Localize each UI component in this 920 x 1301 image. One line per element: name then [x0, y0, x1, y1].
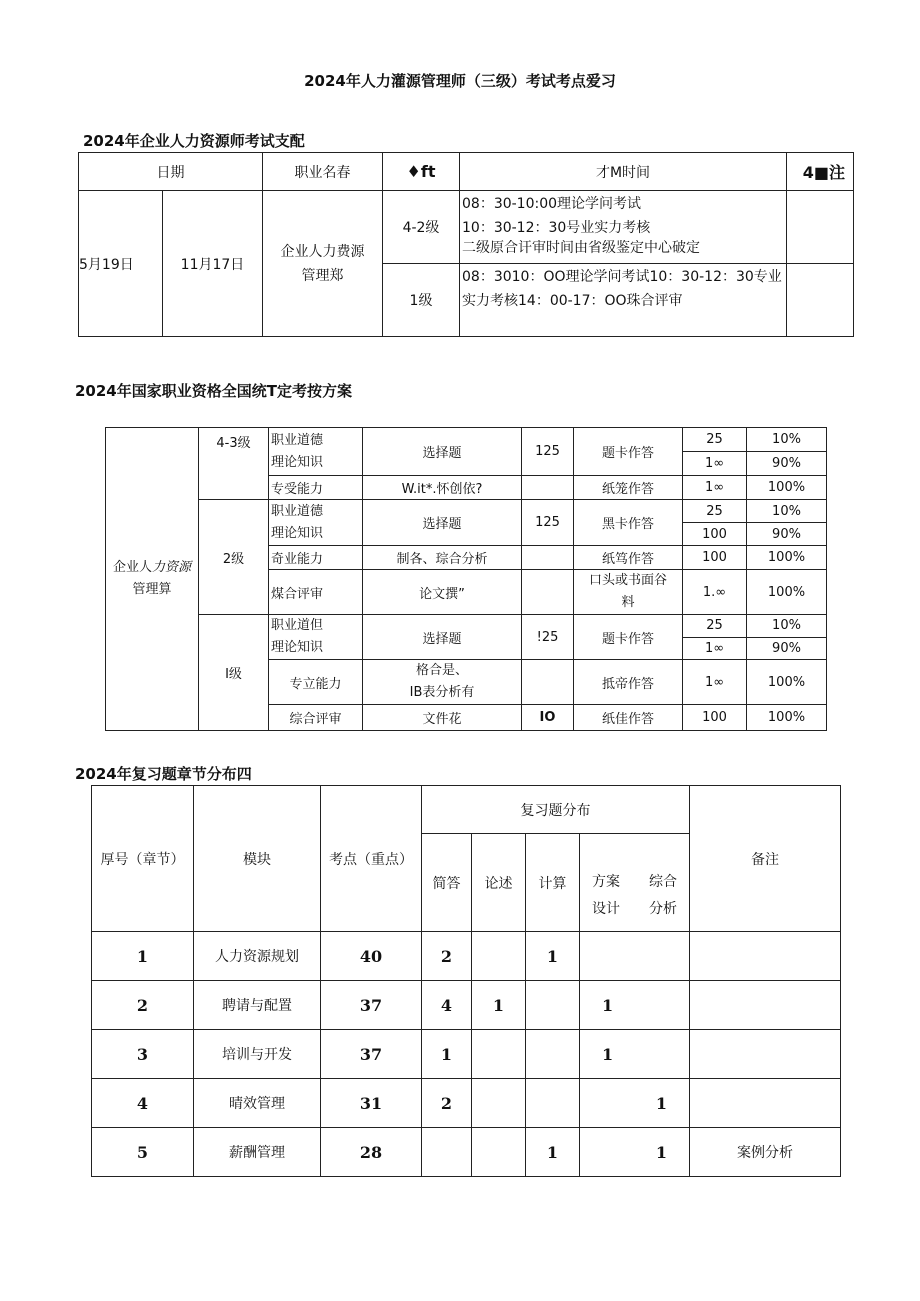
- subject-skill: 专立能力: [269, 660, 363, 705]
- profession-cell: [263, 191, 383, 337]
- row-module: 晴效管理: [194, 1079, 321, 1128]
- row-module: 培训与开发: [194, 1030, 321, 1079]
- weight: 100%: [747, 476, 827, 500]
- row-essay: [472, 932, 526, 981]
- row-design: 1: [602, 995, 614, 1015]
- score: 1∞: [683, 637, 747, 660]
- exam-date-may: 5月19日: [79, 191, 163, 337]
- subject-ethics: 职业道德: [271, 432, 324, 448]
- answer-mode: 题卡作答: [574, 428, 683, 476]
- answer-mode-line: 口头或书面谷: [588, 573, 667, 588]
- row-no: 3: [92, 1030, 194, 1079]
- exam-date-nov: 11月17日: [163, 191, 263, 337]
- row-essay: [472, 1128, 526, 1177]
- score: 25: [683, 428, 747, 452]
- row-short: 2: [422, 932, 472, 981]
- weight: 90%: [747, 637, 827, 660]
- row-short: [422, 1128, 472, 1177]
- profession-line1: 企业人力费源: [280, 243, 365, 260]
- time-line: 08：3010：OO理论学问考试10：30-12：30专业: [462, 269, 782, 285]
- question-count: [522, 660, 574, 705]
- row-short: 2: [422, 1079, 472, 1128]
- row-design-comp: [580, 1030, 690, 1079]
- score: 100: [683, 546, 747, 570]
- row-design: 1: [602, 1044, 614, 1064]
- row-module: 人力资源规划: [194, 932, 321, 981]
- header-profession: 职业名春: [263, 153, 383, 191]
- row-short: 1: [422, 1030, 472, 1079]
- row-design-comp: [580, 1079, 690, 1128]
- row-design-comp: [580, 1128, 690, 1177]
- row-points: 37: [321, 981, 422, 1030]
- profession-part-a: 企业人: [112, 560, 152, 575]
- section1-heading: 2024年企业人力资源师考试支配: [83, 132, 305, 150]
- row-calc: 1: [526, 932, 580, 981]
- score: 25: [683, 500, 747, 523]
- header-comp-b: 分析: [649, 901, 677, 917]
- question-count: 125: [522, 428, 574, 476]
- row-no: 4: [92, 1079, 194, 1128]
- score: 1∞: [683, 660, 747, 705]
- row-calc: [526, 1030, 580, 1079]
- subject-cell: [269, 428, 363, 476]
- table-row: [92, 1079, 841, 1128]
- weight: 100%: [747, 570, 827, 615]
- answer-mode: 纸笃作答: [574, 546, 683, 570]
- subject-review: 综合评审: [269, 705, 363, 731]
- question-type: 选择题: [363, 500, 522, 546]
- exam-plan-table: [105, 427, 827, 731]
- question-count: [522, 570, 574, 615]
- question-type: 制各、琮合分析: [363, 546, 522, 570]
- level-1: I级: [199, 615, 269, 731]
- row-comp: 1: [655, 1093, 667, 1113]
- score: 100: [683, 523, 747, 546]
- header-short: 简答: [422, 834, 472, 932]
- profession-line2: 管理郑: [301, 267, 344, 284]
- document-title: 2024年人力灌源管理师（三级）考试考点爱习: [304, 72, 616, 90]
- score: 25: [683, 615, 747, 638]
- header-chapter: 厚号（章节）: [92, 786, 194, 932]
- row-essay: [472, 1030, 526, 1079]
- answer-mode: [574, 570, 683, 615]
- row-short: 4: [422, 981, 472, 1030]
- table-row: [92, 1030, 841, 1079]
- question-type: 选择题: [363, 615, 522, 660]
- score: 100: [683, 705, 747, 731]
- subject-theory: 理论知识: [271, 525, 324, 541]
- row-points: 28: [321, 1128, 422, 1177]
- row-note: [690, 932, 841, 981]
- row-points: 40: [321, 932, 422, 981]
- row-comp: 1: [655, 1142, 667, 1162]
- times-4-2: [460, 191, 787, 264]
- score: 1.∞: [683, 570, 747, 615]
- subject-cell: [269, 615, 363, 660]
- row-note: 案例分析: [690, 1128, 841, 1177]
- time-line: 二级原合讦审时间由省级鉴定中心破定: [462, 240, 700, 254]
- header-design-b: 设计: [592, 901, 620, 917]
- exam-schedule-table: [78, 152, 854, 337]
- question-type: 选择题: [363, 428, 522, 476]
- table-row: [92, 932, 841, 981]
- weight: 10%: [747, 428, 827, 452]
- time-line: 08：30-10:00理论学问考试: [462, 196, 642, 212]
- question-type-line: IB表分析有: [409, 685, 475, 700]
- note-cell-1: [787, 191, 854, 264]
- answer-mode-line: 料: [621, 595, 635, 610]
- header-level: ♦ft: [383, 153, 460, 191]
- section2-heading: 2024年国家职业资格全国统T定考按方案: [75, 382, 352, 400]
- weight: 10%: [747, 615, 827, 638]
- weight: 100%: [747, 705, 827, 731]
- row-note: [690, 1030, 841, 1079]
- subject-theory: 理论知识: [271, 640, 324, 655]
- question-type: 论文撰”: [363, 570, 522, 615]
- subject-ethics: 职业道但: [271, 618, 324, 633]
- weight: 90%: [747, 452, 827, 476]
- score: 1∞: [683, 452, 747, 476]
- header-date: 日期: [79, 153, 263, 191]
- header-module: 模块: [194, 786, 321, 932]
- question-count: !25: [522, 615, 574, 660]
- question-count: [522, 476, 574, 500]
- subject-ethics: 职业道德: [271, 503, 324, 519]
- profession-part-b: 力资源: [152, 560, 192, 575]
- answer-mode: 纸笼作答: [574, 476, 683, 500]
- chapter-distribution-table: [91, 785, 841, 1177]
- note-cell-2: [787, 264, 854, 337]
- weight: 100%: [747, 546, 827, 570]
- weight: 90%: [747, 523, 827, 546]
- level-1: 1级: [383, 264, 460, 337]
- header-note: 备注: [690, 786, 841, 932]
- row-no: 5: [92, 1128, 194, 1177]
- row-calc: [526, 981, 580, 1030]
- level-2: 2级: [199, 500, 269, 615]
- row-essay: [472, 1079, 526, 1128]
- header-distribution: 复习题分布: [422, 786, 690, 834]
- times-1: [460, 264, 787, 337]
- question-type: W.it*.怀创依?: [363, 476, 522, 500]
- row-note: [690, 981, 841, 1030]
- row-module: 薪酬管理: [194, 1128, 321, 1177]
- score: 1∞: [683, 476, 747, 500]
- time-line: 实力考核14：00-17：OO珠合评审: [462, 293, 683, 309]
- row-calc: [526, 1079, 580, 1128]
- row-no: 2: [92, 981, 194, 1030]
- profession-part-c: 管理算: [132, 582, 172, 597]
- weight: 100%: [747, 660, 827, 705]
- row-no: 1: [92, 932, 194, 981]
- header-design-comprehensive: [580, 834, 690, 932]
- question-count: IO: [522, 705, 574, 731]
- table-row: [92, 981, 841, 1030]
- section3-heading: 2024年复习题章节分布四: [75, 765, 252, 783]
- question-type-line: 格合是、: [415, 663, 468, 678]
- row-points: 37: [321, 1030, 422, 1079]
- subject-cell: [269, 500, 363, 546]
- answer-mode: 题卡作答: [574, 615, 683, 660]
- header-design-a: 方案: [592, 874, 620, 890]
- row-module: 聘请与配置: [194, 981, 321, 1030]
- subject-skill: 奇业能力: [269, 546, 363, 570]
- question-type: [363, 660, 522, 705]
- question-count: [522, 546, 574, 570]
- row-note: [690, 1079, 841, 1128]
- level-4-3: 4-3级: [199, 428, 269, 500]
- header-calc: 计算: [526, 834, 580, 932]
- row-calc: 1: [526, 1128, 580, 1177]
- time-line: 10：30-12：30号业实力考核: [462, 220, 651, 236]
- header-essay: 论述: [472, 834, 526, 932]
- table-row: [92, 1128, 841, 1177]
- answer-mode: 纸佳作答: [574, 705, 683, 731]
- row-design-comp: [580, 981, 690, 1030]
- subject-skill: 专受能力: [269, 476, 363, 500]
- answer-mode: 抵帝作答: [574, 660, 683, 705]
- header-time: 才M时间: [460, 153, 787, 191]
- profession-cell: [106, 428, 199, 731]
- question-count: 125: [522, 500, 574, 546]
- row-essay: 1: [472, 981, 526, 1030]
- level-4-2: 4-2级: [383, 191, 460, 264]
- header-points: 考点（重点）: [321, 786, 422, 932]
- weight: 10%: [747, 500, 827, 523]
- header-note: 4■注: [787, 153, 854, 191]
- question-type: 文件花: [363, 705, 522, 731]
- subject-theory: 理论知识: [271, 454, 324, 470]
- header-comp-a: 综合: [649, 874, 677, 890]
- subject-review: 煤合评审: [269, 570, 363, 615]
- row-points: 31: [321, 1079, 422, 1128]
- answer-mode: 黑卡作答: [574, 500, 683, 546]
- row-design-comp: [580, 932, 690, 981]
